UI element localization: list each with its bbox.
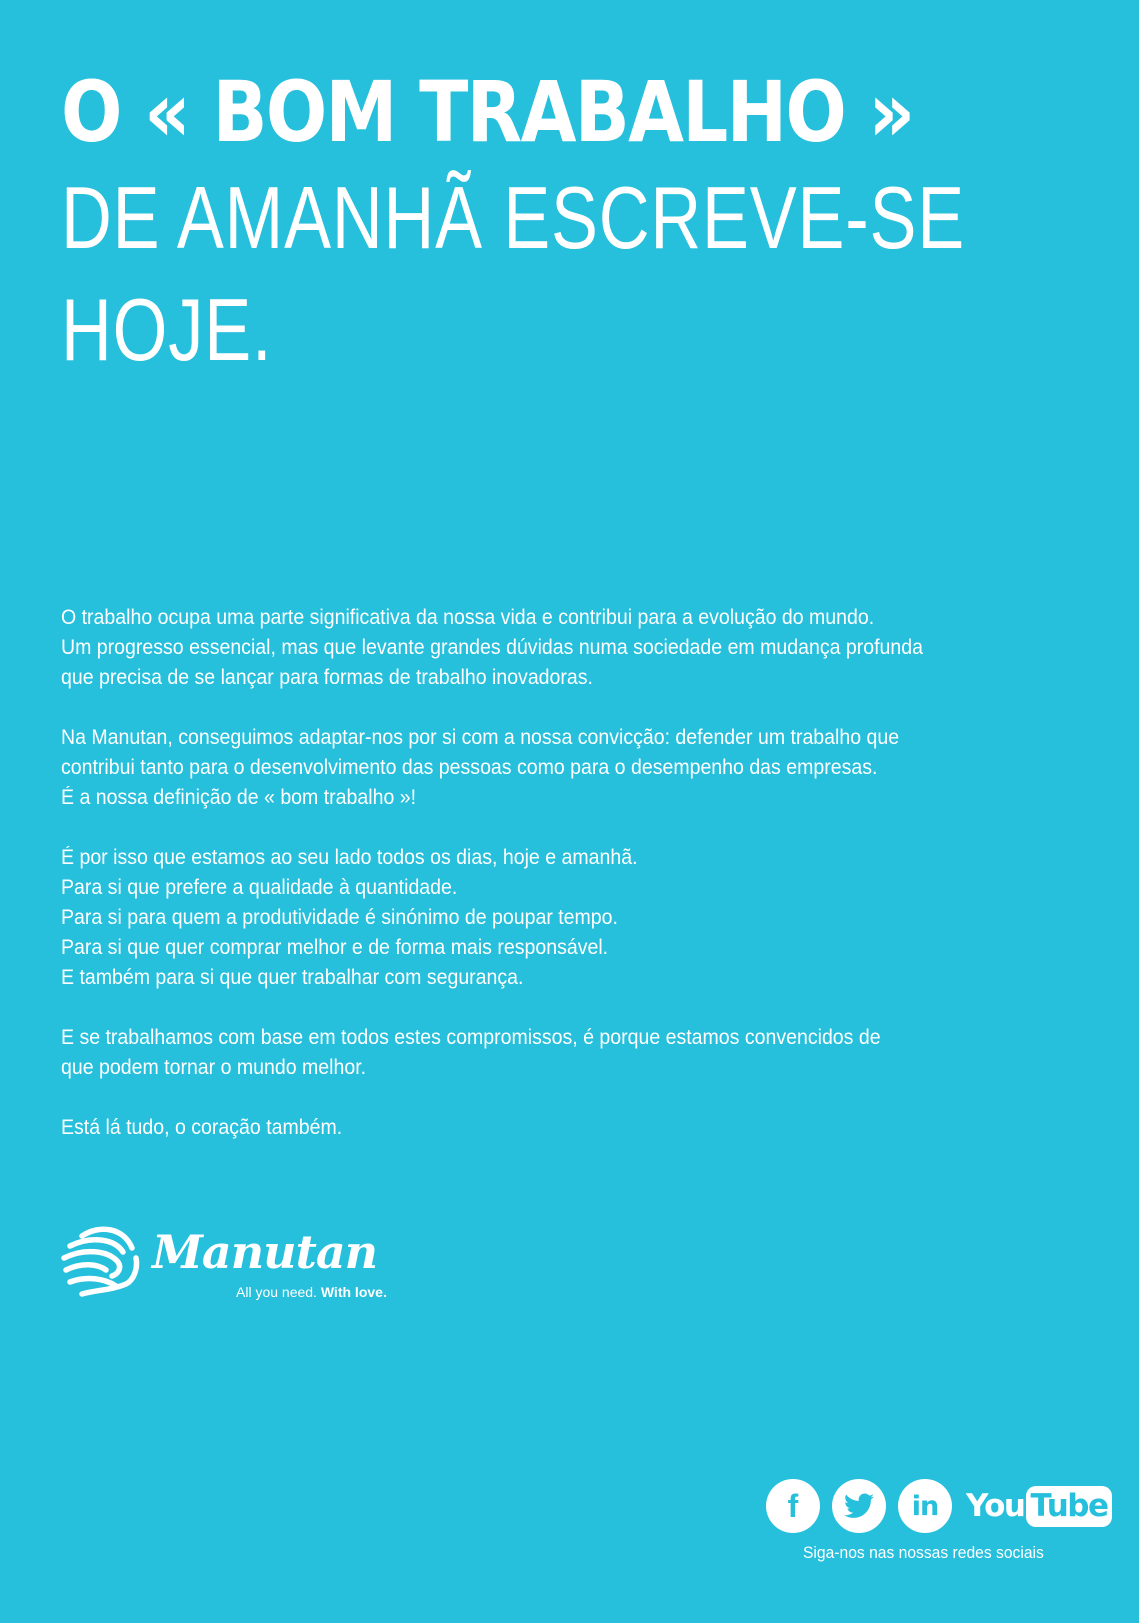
text-line: É a nossa definição de « bom trabalho »!: [61, 786, 417, 809]
paragraph: [61, 843, 947, 993]
tagline-bold: With love.: [320, 1284, 387, 1300]
paragraph: [61, 1023, 947, 1083]
headline-line-1: O « BOM TRABALHO »: [61, 63, 914, 161]
text-line: É por isso que estamos ao seu lado todos os dias, hoje e amanhã.: [61, 846, 638, 869]
paragraph: [61, 603, 947, 693]
text-line: O trabalho ocupa uma parte significativa da nossa vida e contribui para a evolução do mundo.: [61, 606, 875, 629]
paragraph: [61, 1113, 947, 1143]
text-line: contribui tanto para o desenvolvimento das pessoas como para o desempenho das empresas.: [61, 756, 878, 779]
text-line: que precisa de se lançar para formas de trabalho inovadoras.: [61, 666, 593, 689]
manutan-logo: [60, 1222, 400, 1302]
twitter-bird-icon: [844, 1493, 874, 1519]
logo-wordmark: Manutan: [152, 1225, 378, 1279]
paragraph: [61, 723, 947, 813]
text-line: Para si para quem a produtividade é sinónimo de poupar tempo.: [61, 906, 618, 929]
youtube-you: You: [966, 1488, 1025, 1524]
text-line: E também para si que quer trabalhar com segurança.: [61, 966, 524, 989]
youtube-tube: Tube: [1026, 1486, 1111, 1527]
body-text: [61, 603, 947, 1173]
linkedin-icon[interactable]: in: [898, 1479, 952, 1533]
twitter-icon[interactable]: [832, 1479, 886, 1533]
text-line: Para si que quer comprar melhor e de forma mais responsável.: [61, 936, 609, 959]
text-line: E se trabalhamos com base em todos estes compromissos, é porque estamos convencidos de: [61, 1026, 881, 1049]
logo-tagline: [236, 1284, 387, 1300]
text-line: Para si que prefere a qualidade à quantidade.: [61, 876, 458, 899]
headline: [61, 62, 1081, 386]
text-line: que podem tornar o mundo melhor.: [61, 1056, 367, 1079]
text-line: Um progresso essencial, mas que levante grandes dúvidas numa sociedade em mudança profunda: [61, 636, 923, 659]
fingerprint-icon: [60, 1222, 140, 1302]
text-line: Está lá tudo, o coração também.: [61, 1116, 343, 1139]
headline-line-3: HOJE.: [61, 280, 273, 379]
youtube-icon[interactable]: [966, 1485, 1112, 1527]
social-caption: Siga-nos nas nossas redes sociais: [803, 1543, 1044, 1562]
tagline-regular: All you need.: [236, 1284, 317, 1300]
facebook-icon[interactable]: f: [766, 1479, 820, 1533]
text-line: Na Manutan, conseguimos adaptar-nos por si com a nossa convicção: defender um trabalho que: [61, 726, 900, 749]
social-links: [766, 1479, 1108, 1562]
headline-line-2: DE AMANHÃ ESCREVE-SE: [61, 168, 966, 267]
